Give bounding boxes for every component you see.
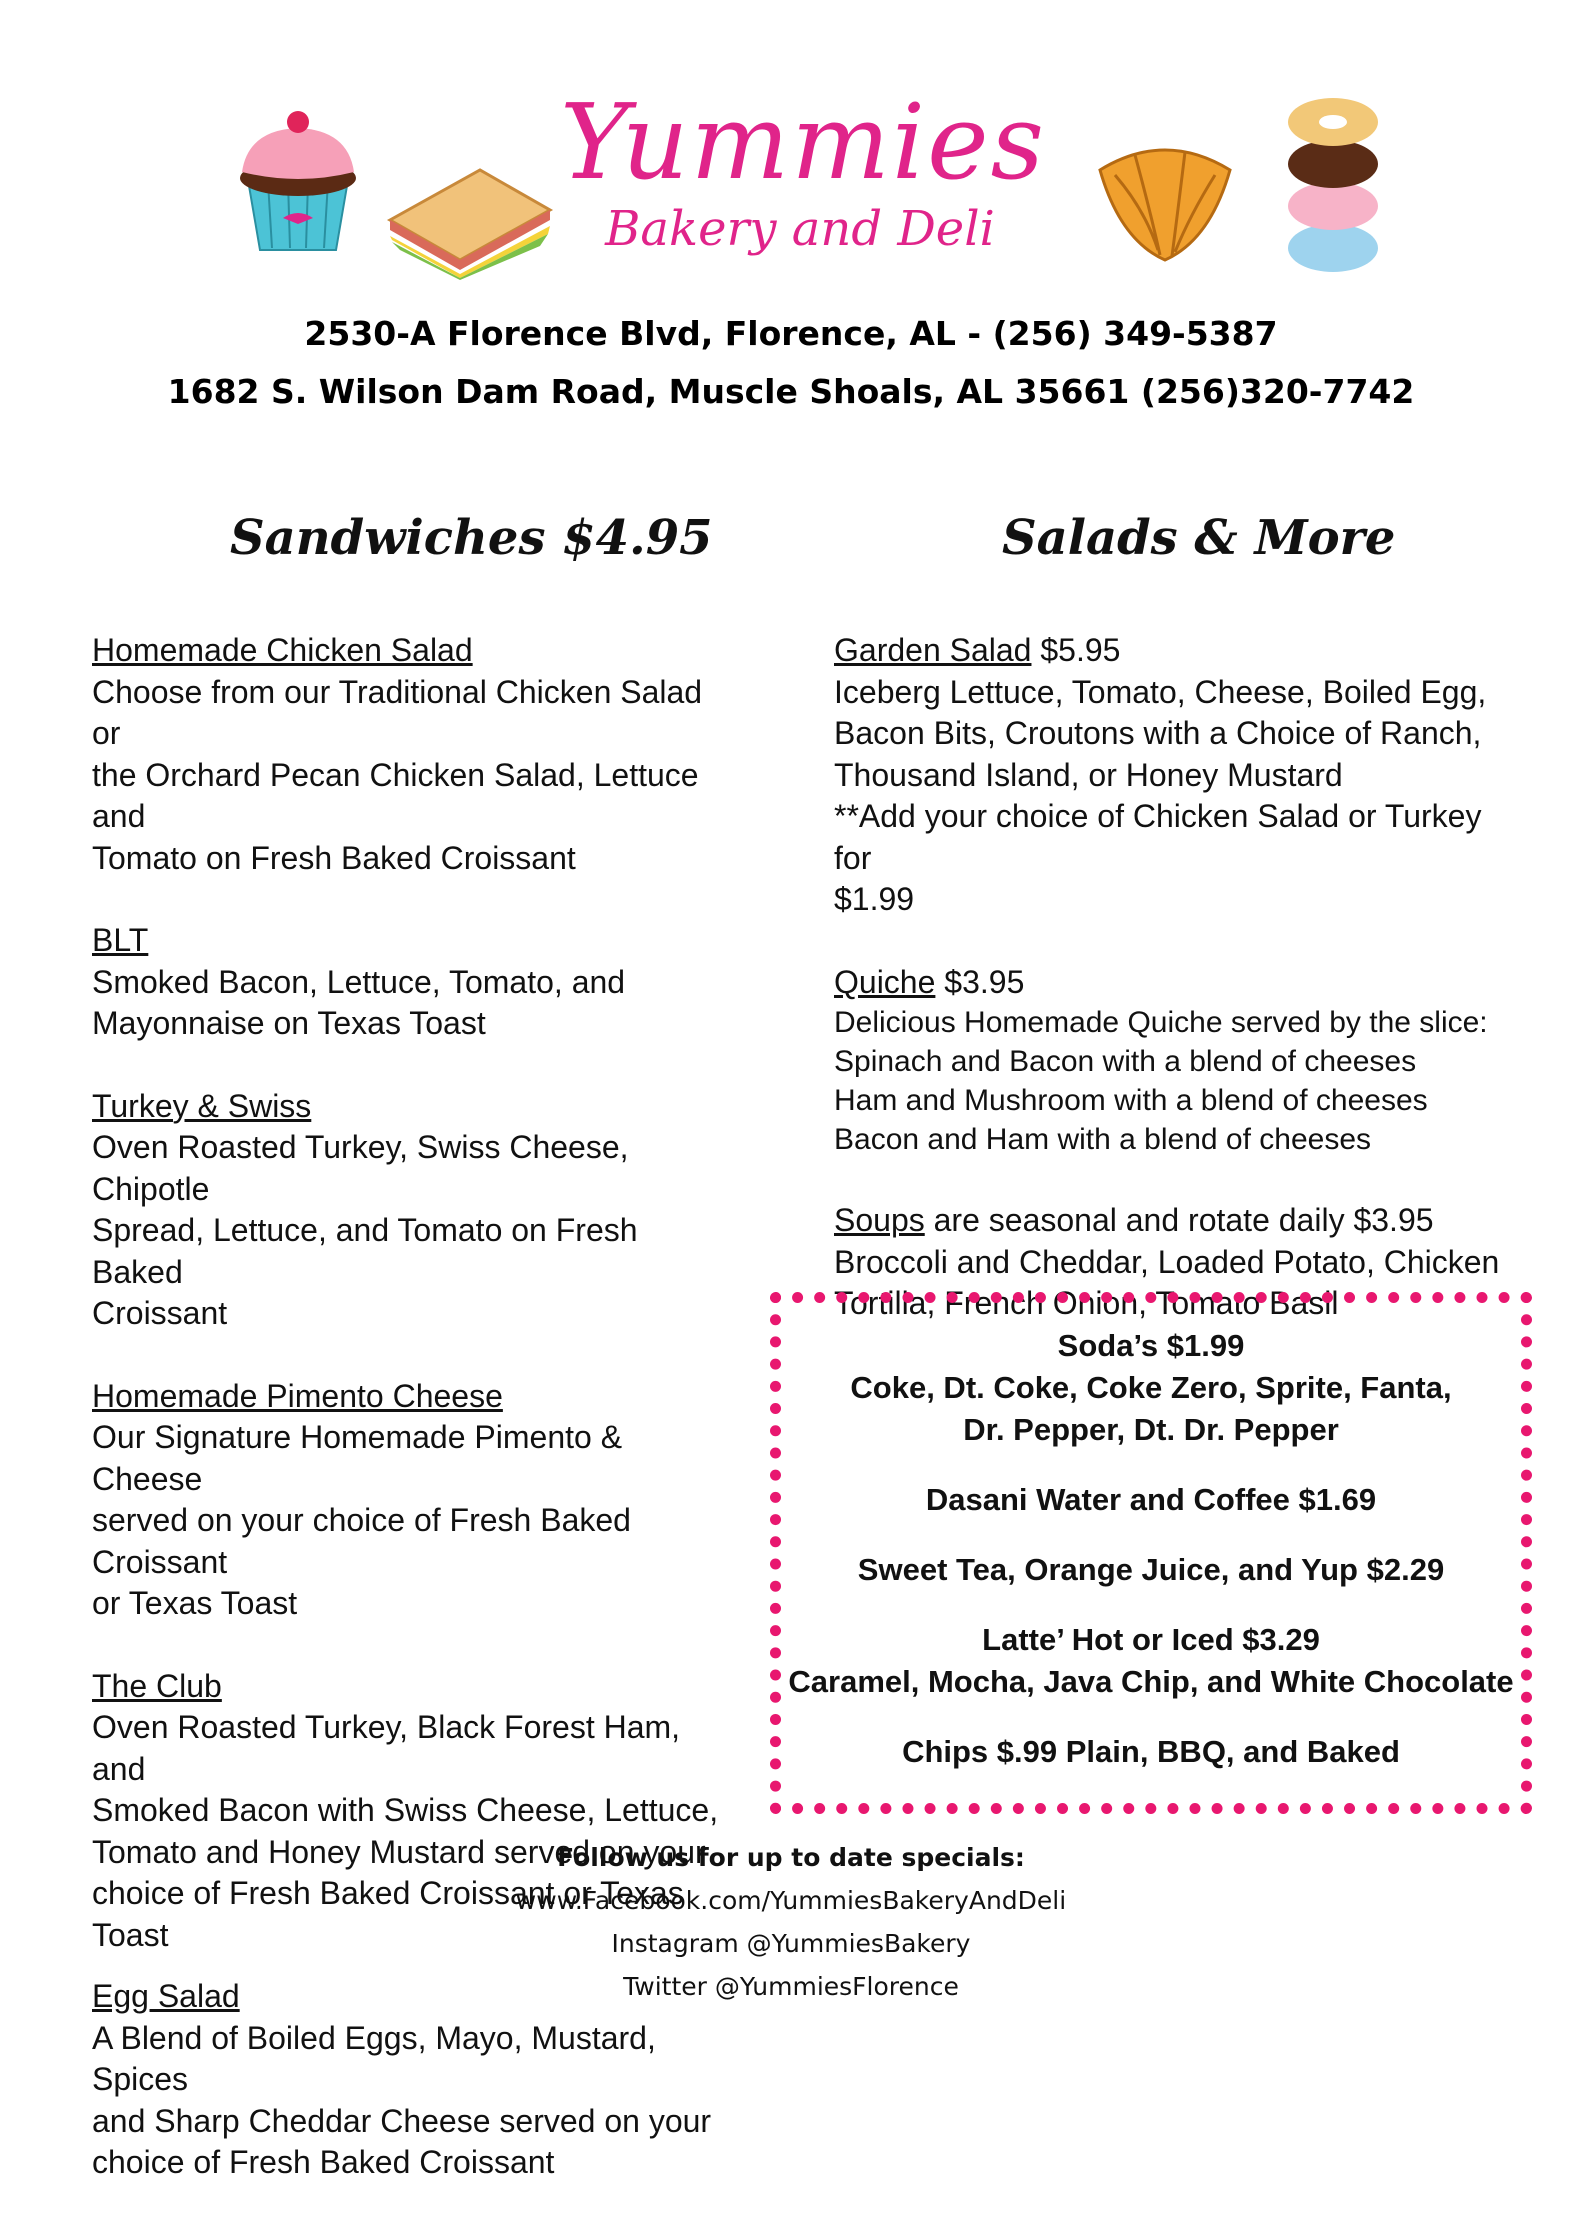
address-florence: 2530-A Florence Blvd, Florence, AL - (256) 349-5387 <box>304 314 1278 353</box>
item-price: $3.95 <box>935 963 1025 1000</box>
sandwiches-title: Sandwiches $4.95 <box>230 510 713 566</box>
item-description: Smoked Bacon, Lettuce, Tomato, and Mayonnaise on Texas Toast <box>92 963 626 1041</box>
item-heading <box>834 1200 1514 1242</box>
water-coffee-line: Dasani Water and Coffee $1.69 <box>925 1482 1377 1517</box>
cupcake-icon <box>228 100 368 260</box>
item-description: Broccoli and Cheddar, Loaded Potato, Chicken Tortilla, French Onion, Tomato Basil <box>834 1243 1500 1321</box>
logo-title: Yummies <box>560 81 1047 203</box>
croissant-icon <box>1090 130 1240 270</box>
item-description: Oven Roasted Turkey, Swiss Cheese, Chipotle Spread, Lettuce, and Tomato on Fresh Baked Croissant <box>92 1129 638 1331</box>
menu-item <box>92 1376 732 1625</box>
sandwich-icon <box>380 160 560 280</box>
item-description: Choose from our Traditional Chicken Salad or the Orchard Pecan Chicken Salad, Lettuce and Tomato on Fresh Baked Croissant <box>92 673 703 876</box>
soda-block: Soda’s $1.99 Coke, Dt. Coke, Coke Zero, Sprite, Fanta, Dr. Pepper, Dt. Dr. Pepper <box>850 1328 1452 1447</box>
twitter-handle[interactable]: Twitter @YummiesFlorence <box>623 1972 959 2001</box>
item-name: Homemade Pimento Cheese <box>92 1377 503 1414</box>
menu-item <box>834 962 1514 1160</box>
latte-block: Latte’ Hot or Iced $3.29 Caramel, Mocha, Java Chip, and White Chocolate <box>788 1622 1514 1699</box>
item-description: Iceberg Lettuce, Tomato, Cheese, Boiled Egg, Bacon Bits, Croutons with a Choice of Ranch, Thousand Island, or Honey Mustard **Add your choice of Chicken Salad or Turkey for $1.99 <box>834 673 1487 917</box>
salads-title: Salads & More <box>1002 510 1396 566</box>
item-description: Oven Roasted Turkey, Black Forest Ham, and Smoked Bacon with Swiss Cheese, Lettuce, Tomato and Honey Mustard served on your choice of Fresh Baked Croissant or Texas Toast <box>92 1709 719 1953</box>
item-name: Quiche <box>834 963 936 1000</box>
donuts-icon <box>1278 88 1388 278</box>
menu-item <box>92 920 732 1045</box>
item-name: BLT <box>92 922 149 958</box>
item-description: A Blend of Boiled Eggs, Mayo, Mustard, Spices and Sharp Cheddar Cheese served on your choice of Fresh Baked Croissant <box>92 2019 712 2180</box>
menu-item <box>92 1976 732 2184</box>
facebook-link[interactable]: www.Facebook.com/YummiesBakeryAndDeli <box>515 1886 1067 1915</box>
item-description: Delicious Homemade Quiche served by the slice: Spinach and Bacon with a blend of cheeses Ham and Mushroom with a blend of cheeses Bacon and Ham with a blend of cheeses <box>834 1006 1488 1156</box>
follow-us-heading: Follow us for up to date specials: <box>557 1843 1025 1872</box>
drinks-box <box>770 1292 1532 1814</box>
menu-item <box>834 630 1514 921</box>
chips-line: Chips $.99 Plain, BBQ, and Baked <box>902 1734 1400 1769</box>
address-muscle-shoals: 1682 S. Wilson Dam Road, Muscle Shoals, AL 35661 (256)320-7742 <box>167 372 1415 411</box>
instagram-handle[interactable]: Instagram @YummiesBakery <box>611 1929 971 1958</box>
menu-item <box>92 1086 732 1335</box>
item-name: Egg Salad <box>92 1978 240 2014</box>
item-heading <box>834 630 1514 672</box>
item-name: The Club <box>92 1667 222 1704</box>
item-price: are seasonal and rotate daily $3.95 <box>924 1202 1434 1238</box>
menu-item <box>92 630 732 879</box>
item-description: Our Signature Homemade Pimento & Cheese served on your choice of Fresh Baked Croissant or Texas Toast <box>92 1419 631 1621</box>
item-price: $5.95 <box>1031 632 1121 668</box>
item-heading <box>834 962 1514 1004</box>
item-name: Soups <box>834 1202 925 1238</box>
salads-list <box>834 630 1514 1366</box>
tea-juice-line: Sweet Tea, Orange Juice, and Yup $2.29 <box>857 1552 1445 1587</box>
logo-subtitle: Bakery and Deli <box>605 201 995 257</box>
item-name: Garden Salad <box>834 632 1032 668</box>
item-name: Turkey & Swiss <box>92 1087 312 1124</box>
item-name: Homemade Chicken Salad <box>92 632 473 668</box>
